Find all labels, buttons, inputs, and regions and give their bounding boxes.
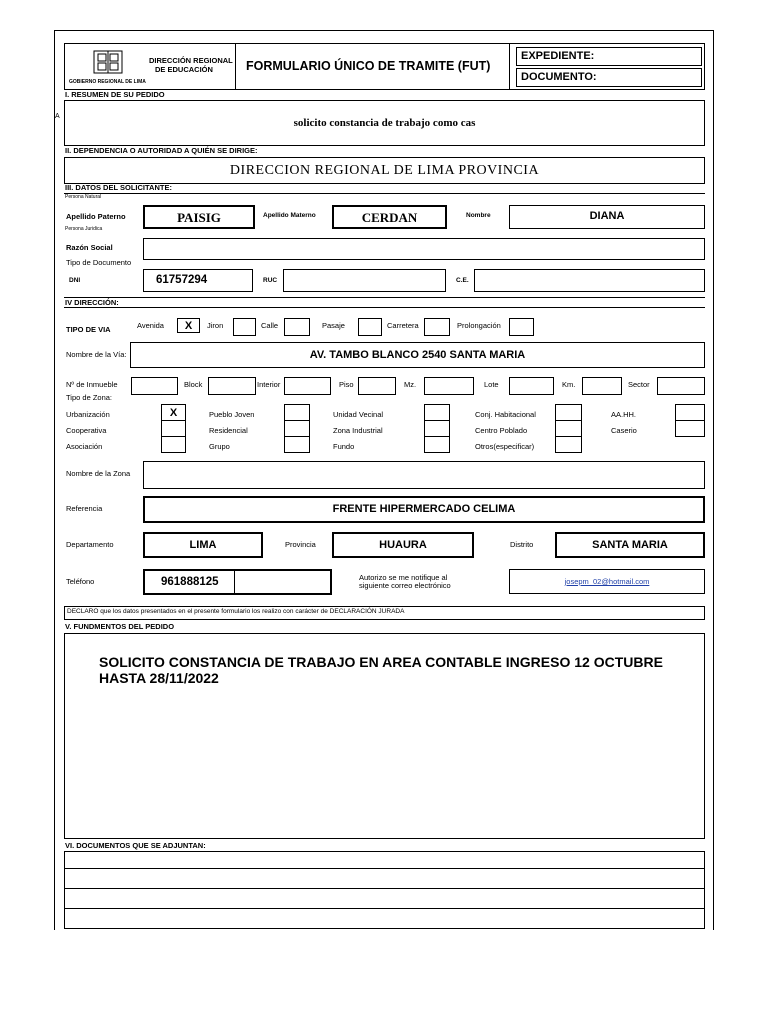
razon-social-field[interactable] <box>143 238 705 260</box>
documento-field[interactable] <box>516 68 702 87</box>
dependencia-value: DIRECCION REGIONAL DE LIMA PROVINCIA <box>229 163 540 178</box>
correo-field[interactable] <box>509 569 705 594</box>
nombre-label: Nombre <box>466 212 491 219</box>
expediente-field[interactable] <box>516 47 702 66</box>
section4-title: IV DIRECCIÓN: <box>65 298 119 307</box>
via-jiron-checkbox[interactable] <box>233 318 256 336</box>
expediente-label: EXPEDIENTE: <box>521 50 595 62</box>
declaro-box <box>64 606 705 620</box>
provincia-value: HUAURA <box>379 539 427 551</box>
zona-caserio-checkbox[interactable] <box>675 420 705 437</box>
resumen-pedido-value: solicito constancia de trabajo como cas <box>293 117 476 129</box>
telefono-value: 961888125 <box>161 576 219 588</box>
documentos-row-divider <box>65 868 704 869</box>
nombre-via-label: Nombre de la Vía: <box>66 350 127 359</box>
ruc-label: RUC <box>263 277 278 284</box>
piso-field[interactable] <box>358 377 396 395</box>
documentos-row-divider <box>65 888 704 889</box>
section3-title: III. DATOS DEL SOLICITANTE: <box>65 183 172 192</box>
distrito-label: Distrito <box>510 540 534 549</box>
ce-label: C.E. <box>456 277 469 284</box>
persona-natural-label: Persona Natural <box>65 194 102 200</box>
block-field[interactable] <box>208 377 256 395</box>
zona-residencial-label: Residencial <box>209 426 248 435</box>
interior-field[interactable] <box>284 377 331 395</box>
tipo-documento-label: Tipo de Documento <box>66 258 132 267</box>
telefono-label: Teléfono <box>66 577 95 586</box>
apellido-materno-field[interactable] <box>332 205 447 229</box>
piso-label: Piso <box>339 380 354 389</box>
zona-otros-label: Otros(especificar) <box>475 442 535 451</box>
sector-label: Sector <box>628 380 650 389</box>
persona-juridica-label: Persona Juridica <box>65 226 103 232</box>
nombre-value: DIANA <box>589 210 625 222</box>
page-left-border <box>54 30 55 930</box>
interior-label: Interior <box>257 380 281 389</box>
section3-rule-top <box>64 193 705 194</box>
apellido-materno-value: CERDAN <box>361 210 418 225</box>
zona-caserio-label: Caserio <box>611 426 637 435</box>
via-avenida-checkbox[interactable]: X <box>177 318 200 333</box>
departamento-field[interactable] <box>143 532 263 558</box>
km-label: Km. <box>562 380 576 389</box>
zona-aahh-label: AA.HH. <box>611 410 637 419</box>
dni-value: 61757294 <box>156 274 208 286</box>
telefono-field[interactable] <box>143 569 332 595</box>
zona-pueblo-joven-label: Pueblo Joven <box>209 410 255 419</box>
referencia-field[interactable] <box>143 496 705 523</box>
section1-title: I. RESUMEN DE SU PEDIDO <box>65 90 165 99</box>
via-pasaje-label: Pasaje <box>322 321 345 330</box>
zona-grupo-checkbox[interactable] <box>284 436 310 453</box>
apellido-paterno-field[interactable] <box>143 205 255 229</box>
distrito-value: SANTA MARIA <box>592 539 668 551</box>
nombre-via-value: AV. TAMBO BLANCO 2540 SANTA MARIA <box>309 349 526 361</box>
page-top-border <box>54 30 713 31</box>
tipo-via-label: TIPO DE VIA <box>66 325 111 334</box>
lote-field[interactable] <box>509 377 554 395</box>
section5-title: V. FUNDMENTOS DEL PEDIDO <box>65 622 175 631</box>
razon-social-label: Razón Social <box>66 243 113 252</box>
section2-title: II. DEPENDENCIA O AUTORIDAD A QUIÉN SE DIRIGE: <box>65 146 258 155</box>
header-logo-box <box>64 43 236 90</box>
lote-label: Lote <box>484 380 499 389</box>
mz-field[interactable] <box>424 377 474 395</box>
departamento-value: LIMA <box>189 539 217 551</box>
mz-label: Mz. <box>404 380 417 389</box>
section4-rule-top <box>64 297 705 298</box>
nombre-field[interactable] <box>509 205 705 229</box>
apellido-materno-label: Apellido Materno <box>263 212 316 219</box>
nombre-zona-field[interactable] <box>143 461 705 489</box>
fundamentos-line2: HASTA 28/11/2022 <box>99 670 219 686</box>
zona-aahh-checkbox[interactable] <box>675 404 705 421</box>
dni-field[interactable] <box>143 269 253 292</box>
fundamentos-line1: SOLICITO CONSTANCIA DE TRABAJO EN AREA CONTABLE INGRESO 12 OCTUBRE <box>99 654 663 670</box>
tipo-zona-label: Tipo de Zona: <box>66 393 112 402</box>
resumen-pedido-field[interactable] <box>64 100 705 146</box>
zona-otros-checkbox[interactable] <box>555 436 582 453</box>
departamento-label: Departamento <box>66 540 114 549</box>
referencia-label: Referencia <box>66 504 103 513</box>
zona-centro-poblado-checkbox[interactable] <box>555 420 582 437</box>
via-calle-label: Calle <box>261 321 279 330</box>
nombre-zona-label: Nombre de la Zona <box>66 469 131 478</box>
sector-field[interactable] <box>657 377 705 395</box>
zona-urbanizacion-label: Urbanización <box>66 410 110 419</box>
ruc-field[interactable] <box>283 269 446 292</box>
org-line2: DE EDUCACIÓN <box>155 65 213 74</box>
zona-grupo-label: Grupo <box>209 442 230 451</box>
zona-unidad-vecinal-checkbox[interactable] <box>424 404 450 421</box>
autorizo-line2: siguiente correo electrónico <box>359 581 451 590</box>
documentos-row-divider <box>65 908 704 909</box>
declaro-text: DECLARO que los datos presentados en el presente formulario los realizo con carácter de DECLARACIÓN JURADA <box>67 608 405 615</box>
referencia-value: FRENTE HIPERMERCADO CELIMA <box>332 503 516 515</box>
inmueble-label: Nº de Inmueble <box>66 380 118 389</box>
provincia-field[interactable] <box>332 532 474 558</box>
zona-centro-poblado-label: Centro Poblado <box>475 426 528 435</box>
gobierno-regional-logo-icon <box>93 50 123 74</box>
zona-industrial-label: Zona Industrial <box>333 426 383 435</box>
km-field[interactable] <box>582 377 622 395</box>
via-pasaje-checkbox[interactable] <box>358 318 382 336</box>
zona-industrial-checkbox[interactable] <box>424 420 450 437</box>
dependencia-field[interactable] <box>64 157 705 184</box>
logo-caption: GOBIERNO REGIONAL DE LIMA <box>69 79 146 85</box>
inmueble-field[interactable] <box>131 377 178 395</box>
fundamentos-field[interactable] <box>64 633 705 839</box>
nombre-via-field[interactable] <box>130 342 705 368</box>
section4-rule-bottom <box>64 307 705 308</box>
documento-label: DOCUMENTO: <box>521 71 597 83</box>
zona-residencial-checkbox[interactable] <box>284 420 310 437</box>
zona-conj-habitacional-label: Conj. Habitacional <box>475 410 536 419</box>
via-calle-checkbox[interactable] <box>284 318 310 336</box>
via-prolongacion-label: Prolongación <box>457 321 501 330</box>
dni-label: DNI <box>69 277 81 284</box>
documentos-table[interactable] <box>64 851 705 929</box>
provincia-label: Provincia <box>285 540 316 549</box>
zona-fundo-label: Fundo <box>333 442 355 451</box>
section6-title: VI. DOCUMENTOS QUE SE ADJUNTAN: <box>65 841 206 850</box>
form-title: FORMULARIO ÚNICO DE TRAMITE (FUT) <box>246 59 491 73</box>
autorizo-line1: Autorizo se me notifique al <box>359 573 448 582</box>
apellido-paterno-value: PAISIG <box>177 210 221 225</box>
section1-side-mark: A <box>55 113 60 120</box>
via-carretera-label: Carretera <box>387 321 419 330</box>
block-label: Block <box>184 380 203 389</box>
via-avenida-label: Avenida <box>137 321 164 330</box>
via-prolongacion-checkbox[interactable] <box>509 318 534 336</box>
apellido-paterno-label: Apellido Paterno <box>66 212 126 221</box>
zona-pueblo-joven-checkbox[interactable] <box>284 404 310 421</box>
correo-value[interactable]: josepm_02@hotmail.com <box>564 577 650 586</box>
via-jiron-label: Jiron <box>207 321 224 330</box>
zona-conj-habitacional-checkbox[interactable] <box>555 404 582 421</box>
zona-urbanizacion-checkbox[interactable]: X <box>161 404 186 421</box>
form-title-box <box>235 43 510 90</box>
zona-cooperativa-label: Cooperativa <box>66 426 107 435</box>
zona-asociacion-checkbox[interactable] <box>161 436 186 453</box>
via-carretera-checkbox[interactable] <box>424 318 450 336</box>
distrito-field[interactable] <box>555 532 705 558</box>
org-line1: DIRECCIÓN REGIONAL <box>149 56 233 65</box>
ce-field[interactable] <box>474 269 705 292</box>
telefono-divider <box>234 571 235 593</box>
page-right-border <box>713 30 714 930</box>
zona-fundo-checkbox[interactable] <box>424 436 450 453</box>
zona-asociacion-label: Asociación <box>66 442 103 451</box>
zona-cooperativa-checkbox[interactable] <box>161 420 186 437</box>
zona-unidad-vecinal-label: Unidad Vecinal <box>333 410 384 419</box>
